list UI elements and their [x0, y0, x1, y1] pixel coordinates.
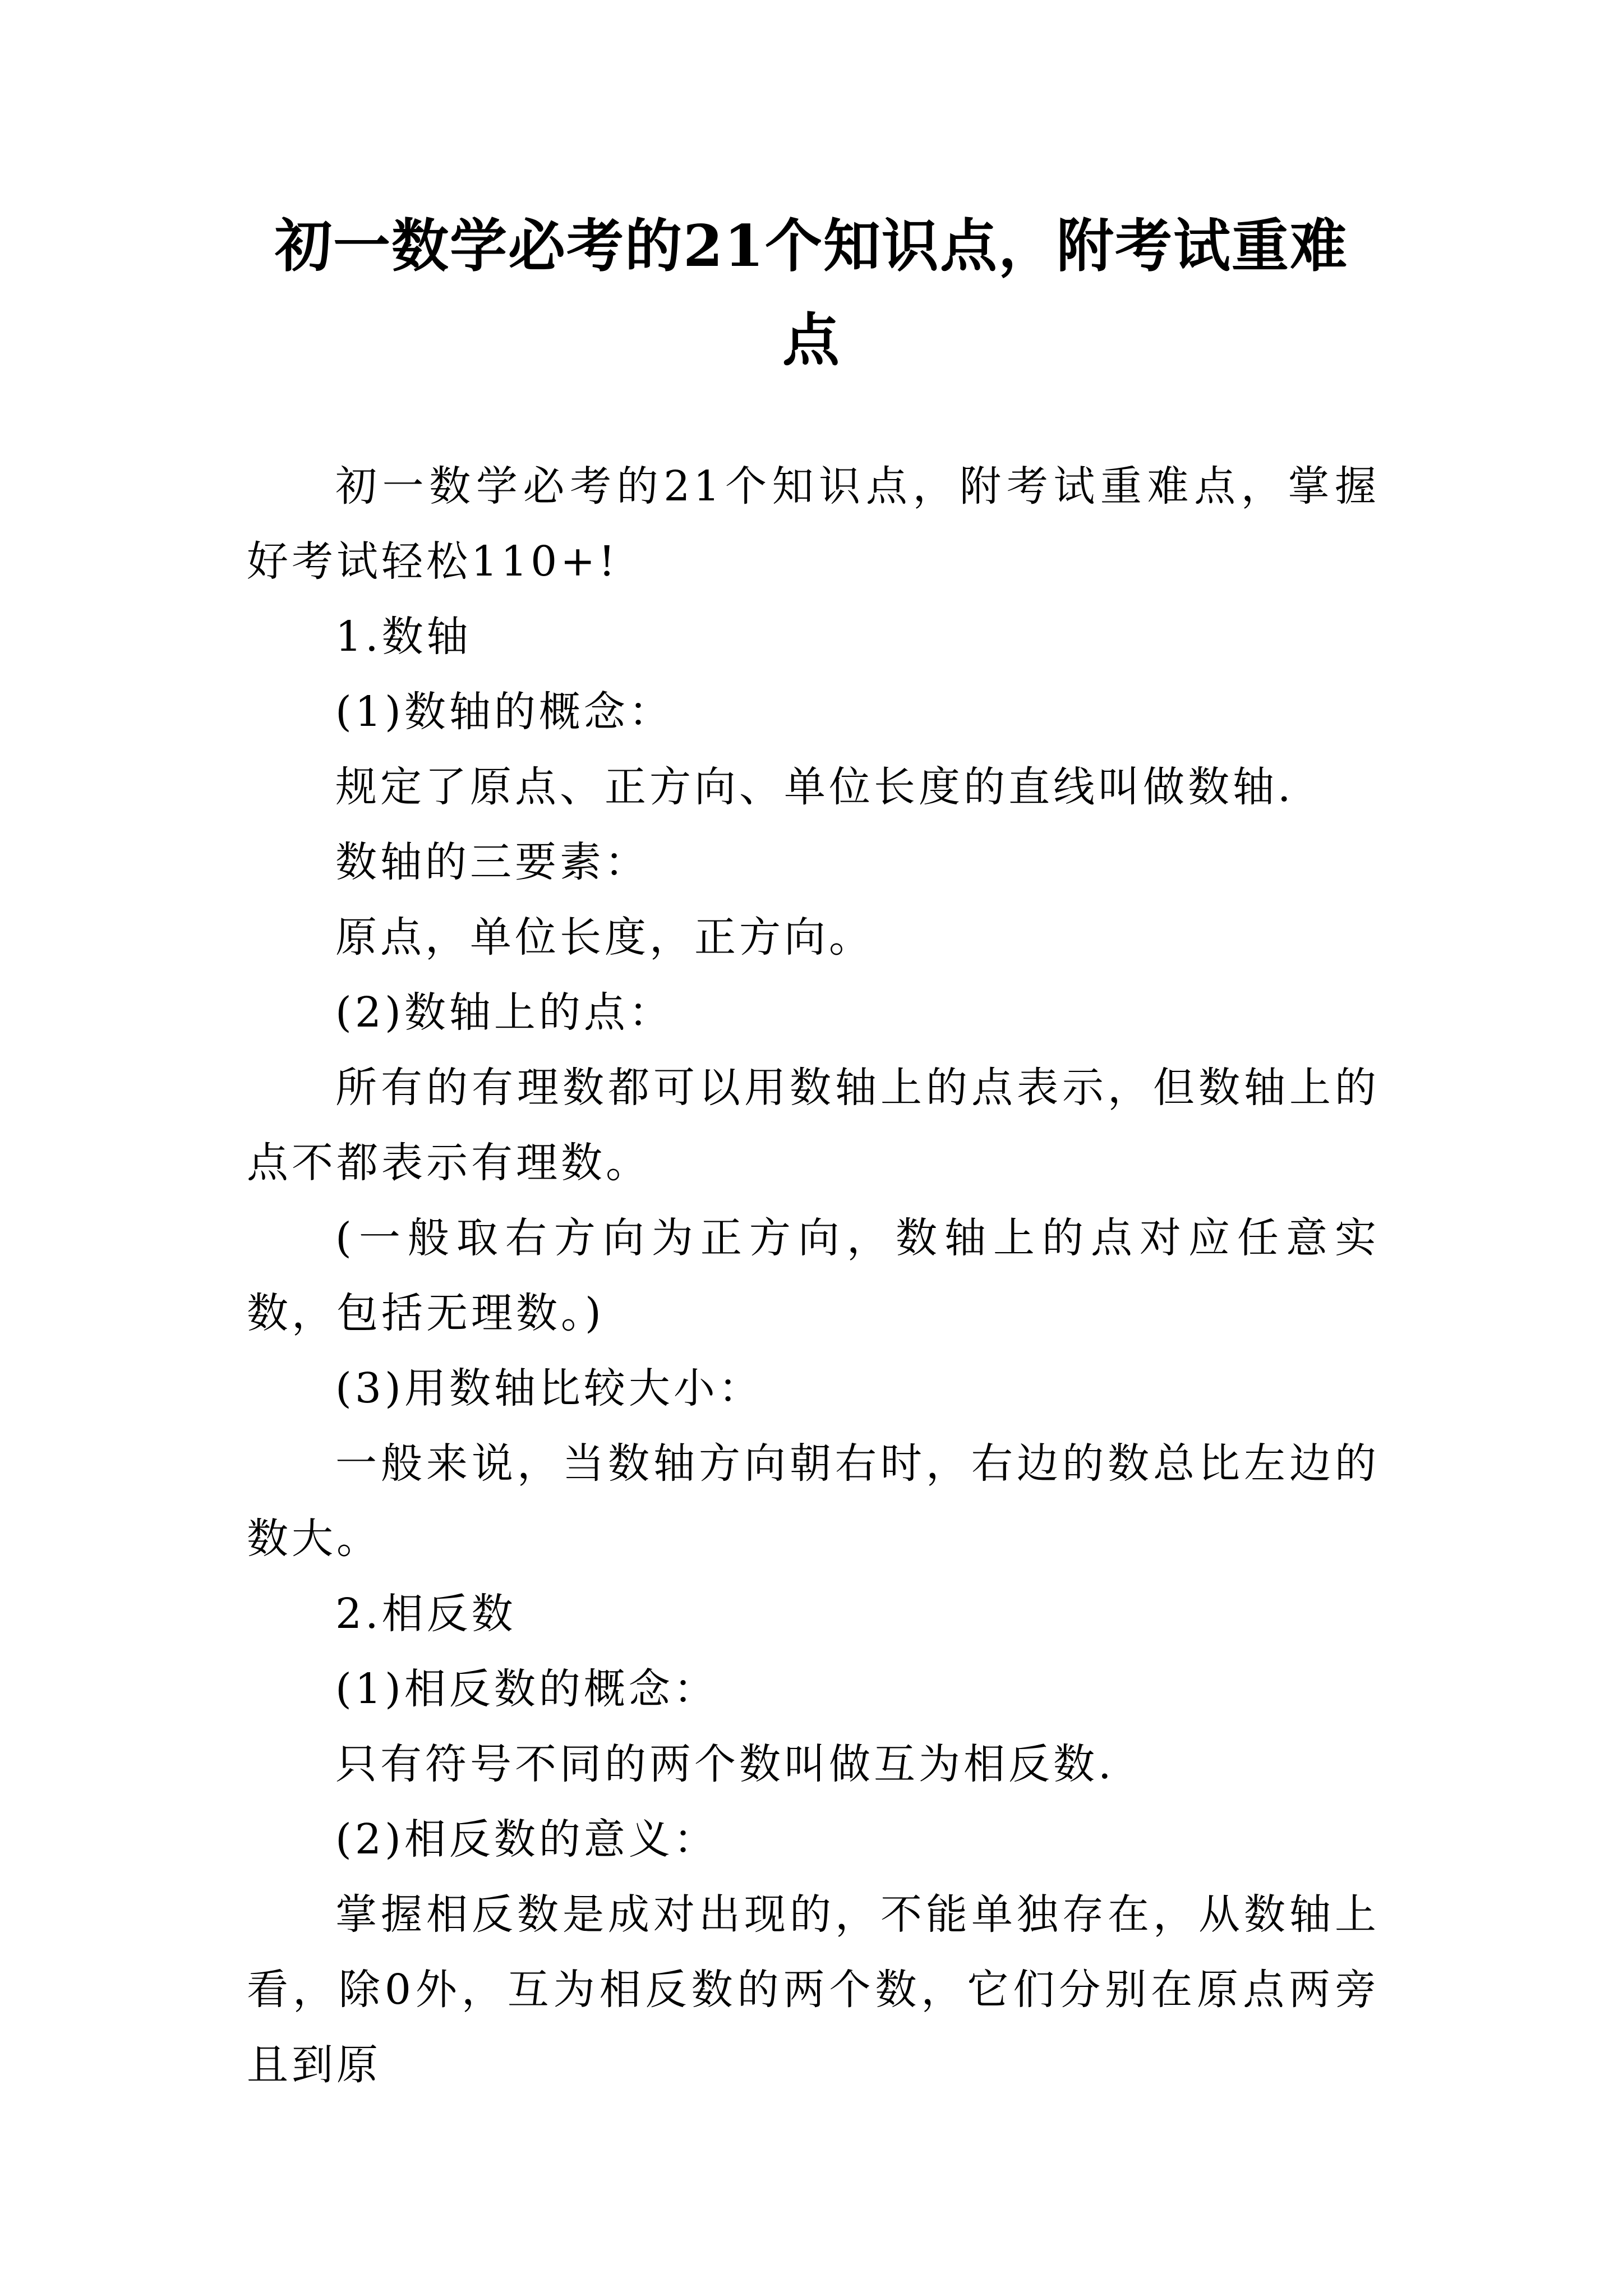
paragraph-rational-numbers: 所有的有理数都可以用数轴上的点表示，但数轴上的点不都表示有理数。 [247, 1064, 1380, 1187]
paragraph-intro: 初一数学必考的21个知识点，附考试重难点，掌握好考试轻松110+! [247, 462, 1380, 586]
document-title [247, 199, 1376, 388]
paragraph-opposite-meaning: 掌握相反数是成对出现的，不能单独存在，从数轴上看，除0外，互为相反数的两个数，它们分别在原点两旁且到原 [247, 1890, 1380, 2089]
document-body [247, 449, 1380, 2102]
section-heading-opposite-numbers: 2.相反数 [335, 1590, 517, 1638]
title-line-2: 点 [782, 307, 841, 374]
paragraph-opposite-definition: 只有符号不同的两个数叫做互为相反数. [335, 1740, 1115, 1788]
subheading-opposite-meaning: (2)相反数的意义： [335, 1815, 718, 1864]
paragraph-three-elements-label: 数轴的三要素： [335, 838, 649, 886]
subheading-compare-size: (3)用数轴比较大小： [335, 1364, 763, 1412]
subheading-number-line-concept: (1)数轴的概念： [335, 688, 674, 736]
title-line-1: 初一数学必考的21个知识点，附考试重难 [275, 213, 1348, 280]
paragraph-compare-rule: 一般来说，当数轴方向朝右时，右边的数总比左边的数大。 [247, 1439, 1380, 1563]
paragraph-number-line-definition: 规定了原点、正方向、单位长度的直线叫做数轴. [335, 763, 1294, 811]
paragraph-three-elements: 原点，单位长度，正方向。 [335, 913, 874, 961]
subheading-opposite-concept: (1)相反数的概念： [335, 1665, 718, 1713]
section-heading-number-line: 1.数轴 [335, 613, 472, 661]
subheading-points-on-line: (2)数轴上的点： [335, 988, 674, 1037]
paragraph-direction-note: (一般取右方向为正方向，数轴上的点对应任意实数，包括无理数。) [247, 1214, 1380, 1337]
